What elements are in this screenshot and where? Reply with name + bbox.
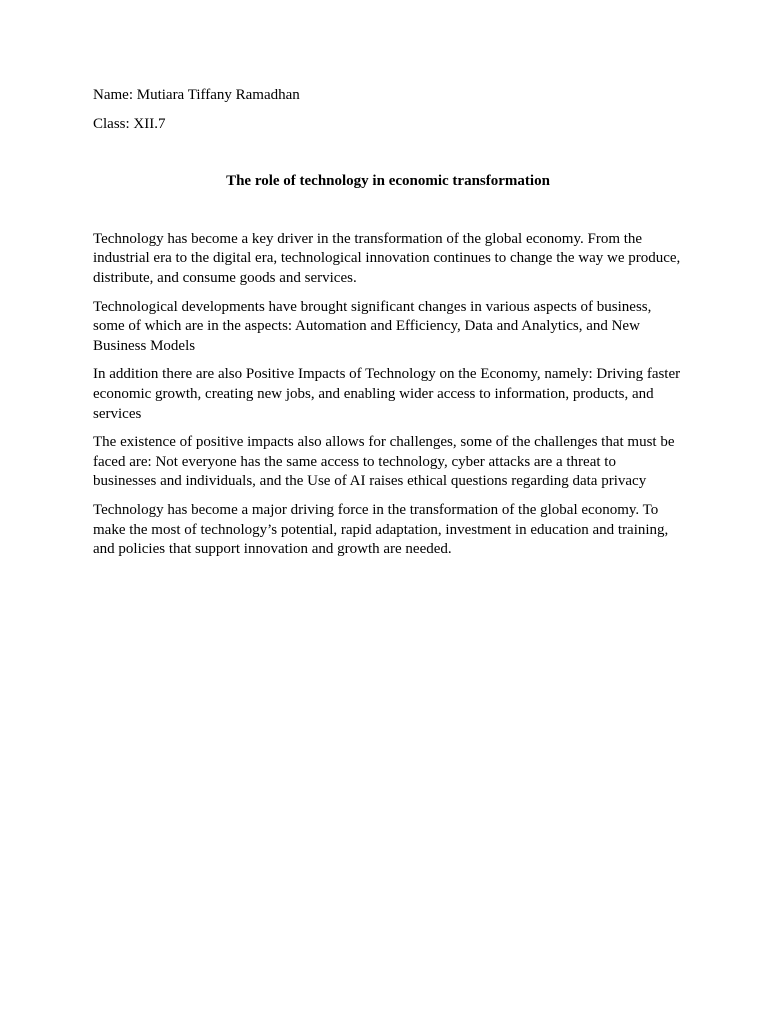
paragraph-positive-impacts: In addition there are also Positive Impacts of Technology on the Economy, namely: Driving faster economic growth, creating new jobs, and enabling wider access to information, products, and services xyxy=(93,366,681,422)
student-class: Class: XII.7 xyxy=(93,115,166,132)
document-content xyxy=(93,86,683,560)
document-title: The role of technology in economic transformation xyxy=(226,173,550,190)
document-body xyxy=(93,230,683,560)
student-name: Name: Mutiara Tiffany Ramadhan xyxy=(93,87,300,103)
paragraph-intro: Technology has become a key driver in the transformation of the global economy. From the industrial era to the digital era, technological innovation continues to change the way we produce, distribute, and consume goods and services. xyxy=(93,230,681,286)
paragraph-conclusion: Technology has become a major driving force in the transformation of the global economy. To make the most of technology’s potential, rapid adaptation, investment in education and training, and policies that support innovation and growth are needed. xyxy=(93,501,669,558)
paragraph-challenges: The existence of positive impacts also allows for challenges, some of the challenges that must be faced are: Not everyone has the same access to technology, cyber attacks are a threat to businesses and individuals, and the Use of AI raises ethical questions regarding data privacy xyxy=(93,434,675,490)
paragraph-developments: Technological developments have brought significant changes in various aspects of business, some of which are in the aspects: Automation and Efficiency, Data and Analytics, and New Business Models xyxy=(93,298,652,354)
